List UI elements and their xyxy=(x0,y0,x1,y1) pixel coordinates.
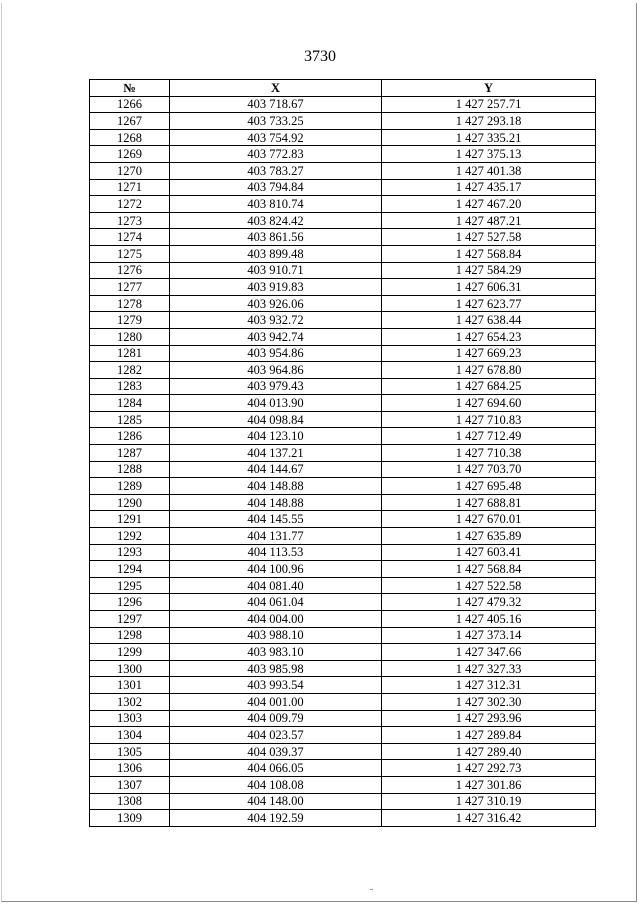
point-number-cell: 1280 xyxy=(90,328,170,345)
y-coordinate-cell: 1 427 292.73 xyxy=(382,760,596,777)
scan-speck xyxy=(370,889,373,890)
y-coordinate-cell: 1 427 302.30 xyxy=(382,693,596,710)
table-row xyxy=(90,129,596,146)
table-row xyxy=(90,727,596,744)
y-coordinate-cell: 1 427 568.84 xyxy=(382,245,596,262)
x-coordinate-cell: 404 081.40 xyxy=(170,577,382,594)
point-number-cell: 1275 xyxy=(90,245,170,262)
point-number-cell: 1288 xyxy=(90,461,170,478)
x-coordinate-cell: 403 926.06 xyxy=(170,295,382,312)
table-row xyxy=(90,810,596,827)
y-coordinate-cell: 1 427 635.89 xyxy=(382,528,596,545)
point-number-cell: 1271 xyxy=(90,179,170,196)
x-coordinate-cell: 404 113.53 xyxy=(170,544,382,561)
table-row xyxy=(90,793,596,810)
x-coordinate-cell: 403 988.10 xyxy=(170,627,382,644)
x-coordinate-cell: 404 061.04 xyxy=(170,594,382,611)
x-coordinate-cell: 403 979.43 xyxy=(170,378,382,395)
x-coordinate-cell: 403 718.67 xyxy=(170,96,382,113)
y-coordinate-cell: 1 427 654.23 xyxy=(382,328,596,345)
x-coordinate-cell: 404 039.37 xyxy=(170,743,382,760)
x-coordinate-cell: 404 123.10 xyxy=(170,428,382,445)
point-number-cell: 1296 xyxy=(90,594,170,611)
point-number-cell: 1301 xyxy=(90,677,170,694)
table-row xyxy=(90,677,596,694)
point-number-cell: 1290 xyxy=(90,494,170,511)
x-coordinate-cell: 403 919.83 xyxy=(170,279,382,296)
point-number-cell: 1308 xyxy=(90,793,170,810)
point-number-cell: 1287 xyxy=(90,445,170,462)
table-row xyxy=(90,295,596,312)
y-coordinate-cell: 1 427 405.16 xyxy=(382,611,596,628)
table-row xyxy=(90,478,596,495)
coordinates-table xyxy=(89,79,596,827)
y-coordinate-cell: 1 427 435.17 xyxy=(382,179,596,196)
x-coordinate-cell: 404 108.08 xyxy=(170,776,382,793)
table-row xyxy=(90,96,596,113)
table-row xyxy=(90,577,596,594)
point-number-cell: 1293 xyxy=(90,544,170,561)
y-coordinate-cell: 1 427 347.66 xyxy=(382,644,596,661)
point-number-cell: 1268 xyxy=(90,129,170,146)
point-number-cell: 1292 xyxy=(90,528,170,545)
point-number-cell: 1278 xyxy=(90,295,170,312)
point-number-cell: 1289 xyxy=(90,478,170,495)
point-number-cell: 1281 xyxy=(90,345,170,362)
point-number-cell: 1283 xyxy=(90,378,170,395)
x-coordinate-cell: 403 824.42 xyxy=(170,212,382,229)
y-coordinate-cell: 1 427 312.31 xyxy=(382,677,596,694)
x-coordinate-cell: 403 954.86 xyxy=(170,345,382,362)
y-coordinate-cell: 1 427 606.31 xyxy=(382,279,596,296)
table-row xyxy=(90,196,596,213)
point-number-cell: 1269 xyxy=(90,146,170,163)
y-coordinate-cell: 1 427 712.49 xyxy=(382,428,596,445)
x-coordinate-cell: 404 148.88 xyxy=(170,478,382,495)
point-number-cell: 1285 xyxy=(90,411,170,428)
point-number-cell: 1266 xyxy=(90,96,170,113)
y-coordinate-cell: 1 427 710.83 xyxy=(382,411,596,428)
x-coordinate-cell: 404 066.05 xyxy=(170,760,382,777)
point-number-cell: 1303 xyxy=(90,710,170,727)
header-x: X xyxy=(170,80,382,97)
point-number-cell: 1291 xyxy=(90,511,170,528)
table-row xyxy=(90,511,596,528)
table-row xyxy=(90,445,596,462)
header-number: № xyxy=(90,80,170,97)
point-number-cell: 1297 xyxy=(90,611,170,628)
y-coordinate-cell: 1 427 603.41 xyxy=(382,544,596,561)
point-number-cell: 1302 xyxy=(90,693,170,710)
point-number-cell: 1272 xyxy=(90,196,170,213)
table-row xyxy=(90,710,596,727)
x-coordinate-cell: 403 733.25 xyxy=(170,113,382,130)
point-number-cell: 1276 xyxy=(90,262,170,279)
table-row xyxy=(90,279,596,296)
x-coordinate-cell: 403 985.98 xyxy=(170,660,382,677)
y-coordinate-cell: 1 427 301.86 xyxy=(382,776,596,793)
y-coordinate-cell: 1 427 695.48 xyxy=(382,478,596,495)
point-number-cell: 1270 xyxy=(90,162,170,179)
x-coordinate-cell: 403 910.71 xyxy=(170,262,382,279)
x-coordinate-cell: 403 810.74 xyxy=(170,196,382,213)
x-coordinate-cell: 403 899.48 xyxy=(170,245,382,262)
x-coordinate-cell: 404 100.96 xyxy=(170,561,382,578)
table-row xyxy=(90,229,596,246)
x-coordinate-cell: 403 983.10 xyxy=(170,644,382,661)
y-coordinate-cell: 1 427 467.20 xyxy=(382,196,596,213)
y-coordinate-cell: 1 427 293.18 xyxy=(382,113,596,130)
y-coordinate-cell: 1 427 401.38 xyxy=(382,162,596,179)
x-coordinate-cell: 404 192.59 xyxy=(170,810,382,827)
point-number-cell: 1267 xyxy=(90,113,170,130)
point-number-cell: 1284 xyxy=(90,395,170,412)
x-coordinate-cell: 403 861.56 xyxy=(170,229,382,246)
point-number-cell: 1295 xyxy=(90,577,170,594)
y-coordinate-cell: 1 427 310.19 xyxy=(382,793,596,810)
x-coordinate-cell: 403 993.54 xyxy=(170,677,382,694)
point-number-cell: 1309 xyxy=(90,810,170,827)
x-coordinate-cell: 404 009.79 xyxy=(170,710,382,727)
point-number-cell: 1299 xyxy=(90,644,170,661)
x-coordinate-cell: 404 001.00 xyxy=(170,693,382,710)
table-row xyxy=(90,312,596,329)
y-coordinate-cell: 1 427 703.70 xyxy=(382,461,596,478)
y-coordinate-cell: 1 427 522.58 xyxy=(382,577,596,594)
table-row xyxy=(90,644,596,661)
y-coordinate-cell: 1 427 375.13 xyxy=(382,146,596,163)
point-number-cell: 1274 xyxy=(90,229,170,246)
y-coordinate-cell: 1 427 373.14 xyxy=(382,627,596,644)
x-coordinate-cell: 404 023.57 xyxy=(170,727,382,744)
point-number-cell: 1277 xyxy=(90,279,170,296)
y-coordinate-cell: 1 427 316.42 xyxy=(382,810,596,827)
table-row xyxy=(90,179,596,196)
table-row xyxy=(90,395,596,412)
y-coordinate-cell: 1 427 688.81 xyxy=(382,494,596,511)
y-coordinate-cell: 1 427 293.96 xyxy=(382,710,596,727)
table-header-row xyxy=(90,80,596,97)
table-row xyxy=(90,544,596,561)
table-row xyxy=(90,660,596,677)
table-row xyxy=(90,743,596,760)
x-coordinate-cell: 404 144.67 xyxy=(170,461,382,478)
x-coordinate-cell: 404 004.00 xyxy=(170,611,382,628)
point-number-cell: 1294 xyxy=(90,561,170,578)
y-coordinate-cell: 1 427 638.44 xyxy=(382,312,596,329)
table-row xyxy=(90,693,596,710)
x-coordinate-cell: 403 754.92 xyxy=(170,129,382,146)
table-row xyxy=(90,362,596,379)
point-number-cell: 1286 xyxy=(90,428,170,445)
table-row xyxy=(90,212,596,229)
y-coordinate-cell: 1 427 678.80 xyxy=(382,362,596,379)
x-coordinate-cell: 403 772.83 xyxy=(170,146,382,163)
x-coordinate-cell: 404 131.77 xyxy=(170,528,382,545)
table-row xyxy=(90,611,596,628)
point-number-cell: 1279 xyxy=(90,312,170,329)
table-row xyxy=(90,494,596,511)
table-row xyxy=(90,760,596,777)
x-coordinate-cell: 403 942.74 xyxy=(170,328,382,345)
x-coordinate-cell: 403 964.86 xyxy=(170,362,382,379)
x-coordinate-cell: 404 145.55 xyxy=(170,511,382,528)
x-coordinate-cell: 403 794.84 xyxy=(170,179,382,196)
table-row xyxy=(90,776,596,793)
table-row xyxy=(90,345,596,362)
y-coordinate-cell: 1 427 479.32 xyxy=(382,594,596,611)
table-row xyxy=(90,594,596,611)
y-coordinate-cell: 1 427 670.01 xyxy=(382,511,596,528)
point-number-cell: 1307 xyxy=(90,776,170,793)
point-number-cell: 1306 xyxy=(90,760,170,777)
table-body xyxy=(90,96,596,826)
point-number-cell: 1298 xyxy=(90,627,170,644)
header-y: Y xyxy=(382,80,596,97)
table-row xyxy=(90,378,596,395)
x-coordinate-cell: 404 137.21 xyxy=(170,445,382,462)
table-row xyxy=(90,328,596,345)
x-coordinate-cell: 404 148.88 xyxy=(170,494,382,511)
table-row xyxy=(90,561,596,578)
y-coordinate-cell: 1 427 527.58 xyxy=(382,229,596,246)
table-row xyxy=(90,627,596,644)
y-coordinate-cell: 1 427 289.40 xyxy=(382,743,596,760)
x-coordinate-cell: 403 932.72 xyxy=(170,312,382,329)
y-coordinate-cell: 1 427 694.60 xyxy=(382,395,596,412)
y-coordinate-cell: 1 427 669.23 xyxy=(382,345,596,362)
table-row xyxy=(90,162,596,179)
table-row xyxy=(90,245,596,262)
y-coordinate-cell: 1 427 289.84 xyxy=(382,727,596,744)
y-coordinate-cell: 1 427 335.21 xyxy=(382,129,596,146)
y-coordinate-cell: 1 427 684.25 xyxy=(382,378,596,395)
x-coordinate-cell: 404 148.00 xyxy=(170,793,382,810)
point-number-cell: 1282 xyxy=(90,362,170,379)
y-coordinate-cell: 1 427 584.29 xyxy=(382,262,596,279)
page-number: 3730 xyxy=(304,48,336,65)
y-coordinate-cell: 1 427 487.21 xyxy=(382,212,596,229)
y-coordinate-cell: 1 427 710.38 xyxy=(382,445,596,462)
table-row xyxy=(90,528,596,545)
point-number-cell: 1273 xyxy=(90,212,170,229)
point-number-cell: 1304 xyxy=(90,727,170,744)
table-row xyxy=(90,428,596,445)
y-coordinate-cell: 1 427 568.84 xyxy=(382,561,596,578)
y-coordinate-cell: 1 427 257.71 xyxy=(382,96,596,113)
table-row xyxy=(90,411,596,428)
table-row xyxy=(90,262,596,279)
point-number-cell: 1300 xyxy=(90,660,170,677)
y-coordinate-cell: 1 427 327.33 xyxy=(382,660,596,677)
table-row xyxy=(90,146,596,163)
table-row xyxy=(90,461,596,478)
x-coordinate-cell: 404 013.90 xyxy=(170,395,382,412)
table-row xyxy=(90,113,596,130)
y-coordinate-cell: 1 427 623.77 xyxy=(382,295,596,312)
x-coordinate-cell: 404 098.84 xyxy=(170,411,382,428)
point-number-cell: 1305 xyxy=(90,743,170,760)
x-coordinate-cell: 403 783.27 xyxy=(170,162,382,179)
